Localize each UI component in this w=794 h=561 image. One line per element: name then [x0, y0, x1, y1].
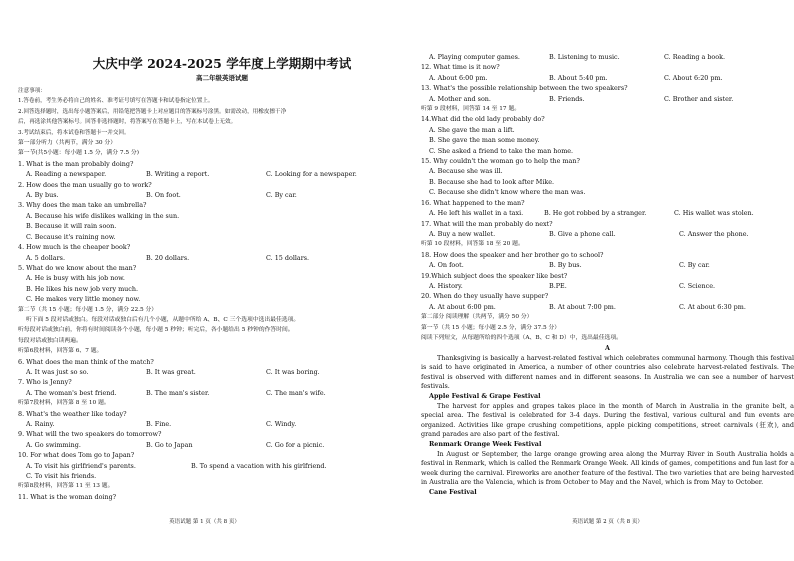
question-11-options — [421, 52, 794, 62]
question-18-options — [421, 260, 794, 270]
option-b: B. Give a phone call. — [549, 229, 616, 238]
exam-subtitle: 高二年级英语试题 — [196, 74, 248, 82]
question-12-options — [421, 73, 794, 83]
section-instructions: 听每段对话或独白前，你将有时间阅读各个小题，每小题 5 秒钟；听完后，各小题给出 5 秒钟的作答时间。 — [18, 327, 294, 334]
question-19: 19.Which subject does the speaker like best? — [421, 271, 568, 280]
question-6: 6. What does the man think of the match? — [18, 357, 154, 366]
section-heading: 第一节(共5小题：每小题 1.5 分，满分 7.5 分) — [18, 150, 139, 157]
option-c: C. It was boring. — [266, 367, 320, 376]
option-c: C. She asked a friend to take the man home. — [429, 146, 574, 155]
option-a: A. Mother and son. — [429, 94, 491, 103]
section-instructions: 每段对话或独白读两遍。 — [18, 337, 82, 344]
question-1-options — [18, 169, 391, 179]
option-a: A. History. — [429, 281, 463, 290]
question-17-options — [421, 229, 794, 239]
question-10: 10. For what does Tom go to Japan? — [18, 451, 135, 460]
question-11: 11. What is the woman doing? — [18, 492, 117, 501]
option-b: B.PE. — [549, 281, 567, 290]
option-c: C. Reading a book. — [664, 53, 726, 61]
question-14: 14.What did the old lady probably do? — [421, 115, 545, 124]
question-1: 1. What is the man probably doing? — [18, 159, 134, 168]
option-a: A. He left his wallet in a taxi. — [429, 209, 524, 218]
option-c: C. Looking for a newspaper. — [266, 170, 357, 179]
option-c: C. About 6:20 pm. — [664, 73, 723, 82]
option-a: A. Playing computer games. — [429, 53, 520, 61]
option-b: B. It was great. — [146, 367, 196, 376]
question-9: 9. What will the two speakers do tomorrow? — [18, 430, 162, 439]
page-2-content — [421, 52, 794, 498]
option-b: B. To spend a vacation with his girlfriend. — [191, 461, 327, 470]
option-c: C. Brother and sister. — [664, 94, 734, 103]
option-a: A. 5 dollars. — [26, 253, 65, 262]
option-b: B. He got robbed by a stranger. — [544, 209, 647, 218]
question-9-options — [18, 440, 391, 450]
question-7: 7. Who is Jenny? — [18, 378, 72, 387]
option-c: C. By car. — [679, 261, 710, 270]
listening-material-note: 听第8段材料，回答第 11 至 13 题。 — [18, 483, 114, 490]
option-b: B. On foot. — [146, 191, 181, 200]
option-b: B. 20 dollars. — [146, 253, 190, 262]
question-13: 13. What's the possible relationship between the two speakers? — [421, 84, 628, 93]
section-heading: 第二节（共 15 小题；每小题 1.5 分，满分 22.5 分） — [18, 306, 158, 313]
option-b: B. At about 7:00 pm. — [549, 302, 616, 311]
notice-item: 3.考试结束后，将本试卷和答题卡一并交回。 — [18, 129, 130, 136]
exam-page-1 — [12, 0, 397, 561]
option-c: C. By car. — [266, 191, 297, 200]
option-c: C. To visit his friends. — [26, 472, 97, 481]
question-16: 16. What happened to the man? — [421, 198, 525, 207]
passage-heading: Cane Festival — [429, 488, 477, 497]
question-4: 4. How much is the cheaper book? — [18, 243, 131, 252]
passage-heading: Apple Festival & Grape Festival — [429, 392, 541, 401]
option-b: B. Listening to music. — [549, 53, 620, 61]
listening-material-note: 听第 10 段材料，回答第 18 至 20 题。 — [421, 241, 524, 248]
option-b: B. Fine. — [146, 420, 172, 428]
question-3: 3. Why does the man take an umbrella? — [18, 201, 147, 210]
question-18: 18. How does the speaker and her brother go to school? — [421, 250, 604, 259]
question-8-options — [18, 419, 391, 429]
question-17: 17. What will the man probably do next? — [421, 219, 553, 228]
passage-paragraph: The harvest for apples and grapes takes place in the month of March in Australia in the granite belt, a special area. The festival is celebrated for 3-4 days. During the festival, various cultural and fun events are organized. Activities like grape crushing competitions, apple picking competitions, street carnivals (狂欢), and grand parades are also part of the festival. — [421, 401, 794, 439]
option-c: C. He makes very little money now. — [26, 295, 141, 304]
option-c: C. Answer the phone. — [679, 229, 749, 238]
exam-title: 大庆中学 2024-2025 学年度上学期期中考试 — [92, 56, 352, 71]
option-b: B. She gave the man some money. — [429, 136, 540, 145]
question-13-options — [421, 94, 794, 104]
passage-intro: Thanksgiving is basically a harvest-related festival which celebrates communal harmony. Though this festival is said to have originated in America, a number of other countries also celebrate harvest-related festivals. The festival is observed with different names and in different seasons. In Australia we can see a number of harvest festivals. — [421, 353, 794, 390]
listening-material-note: 听第7段材料，回答第 8 至 10 题。 — [18, 400, 110, 407]
passage-heading: Renmark Orange Week Festival — [429, 440, 542, 449]
listening-material-note: 听第 9 段材料，回答第 14 至 17 题。 — [421, 106, 521, 113]
option-a: A. At about 6:00 pm. — [429, 302, 496, 311]
option-c: C. His wallet was stolen. — [674, 209, 754, 218]
option-b: B. He likes his new job very much. — [26, 284, 139, 293]
option-b: B. Friends. — [549, 94, 585, 103]
option-a: A. Because she was ill. — [429, 167, 503, 176]
option-a: A. To visit his girlfriend's parents. — [26, 461, 136, 470]
option-a: A. It was just so so. — [26, 367, 89, 376]
option-c: C. Because she didn't know where the man was. — [429, 188, 586, 197]
question-7-options — [18, 388, 391, 398]
option-c: C. At about 6:30 pm. — [679, 302, 746, 311]
option-a: A. The woman's best friend. — [26, 388, 117, 397]
option-c: C. 15 dollars. — [266, 253, 310, 262]
option-b: B. Because she had to look after Mike. — [429, 177, 555, 186]
listening-material-note: 听第6段材料，回答第 6、7 题。 — [18, 348, 103, 355]
section-heading: 第一节（共 15 小题；每小题 2.5 分，满分 37.5 分） — [421, 324, 561, 331]
section-instructions: 听下面 5 段对话或独白。每段对话或独白后有几个小题，从题中所给 A、B、C 三个选项中选出最佳选项。 — [26, 316, 300, 323]
question-12: 12. What time is it now? — [421, 63, 500, 72]
option-a: A. She gave the man a lift. — [429, 125, 515, 134]
option-a: A. Because his wife dislikes walking in the sun. — [26, 211, 180, 220]
notice-item: 1.答卷前，考生务必将自己的姓名、准考证号填写在答题卡和试卷指定位置上。 — [18, 98, 214, 105]
option-c: C. Science. — [679, 281, 716, 290]
option-b: B. Go to Japan — [146, 440, 193, 449]
notice-title: 注意事项： — [18, 88, 46, 94]
part-heading: 第二部分 阅读理解（共两节，满分 50 分） — [421, 314, 533, 321]
question-4-options — [18, 253, 391, 263]
question-20: 20. When do they usually have supper? — [421, 292, 549, 301]
option-c: C. Windy. — [266, 420, 297, 428]
option-a: A. About 6:00 pm. — [429, 73, 488, 82]
option-a: A. Buy a new wallet. — [429, 229, 496, 238]
section-instructions: 阅读下列短文，从每题所给的四个选项（A、B、C 和 D）中，选出最佳选项。 — [421, 334, 622, 341]
question-20-options — [421, 302, 794, 312]
option-c: C. Go for a picnic. — [266, 440, 325, 449]
page-1-content — [18, 86, 391, 502]
question-2-options — [18, 190, 391, 200]
option-a: A. By bus. — [26, 191, 59, 200]
question-5: 5. What do we know about the man? — [18, 263, 137, 272]
passage-letter: A — [605, 344, 610, 353]
page-footer: 英语试题 第 2 页（共 8 页） — [572, 519, 643, 525]
question-2: 2. How does the man usually go to work? — [18, 180, 152, 189]
option-b: B. Because it will rain soon. — [26, 222, 117, 231]
option-a: A. Reading a newspaper. — [26, 170, 107, 179]
option-a: A. On foot. — [429, 261, 464, 270]
option-b: B. About 5:40 pm. — [549, 73, 608, 82]
question-19-options — [421, 281, 794, 291]
exam-page-2 — [415, 0, 794, 561]
option-a: A. Go swimming. — [26, 440, 81, 449]
question-15: 15. Why couldn't the woman go to help the man? — [421, 157, 580, 166]
part-heading: 第一部分听力（共两节，满分 30 分） — [18, 140, 117, 147]
question-16-options — [421, 208, 794, 218]
option-b: B. By bus. — [549, 261, 582, 270]
option-c: C. Because it's raining now. — [26, 232, 116, 241]
option-c: C. The man's wife. — [266, 388, 326, 397]
passage-paragraph: In August or September, the large orange growing area along the Murray River in South Australia holds a festival in Renmark, which is called the Renmark Orange Week. All kinds of games, competitions and fun last for a week during the carnival. Fireworks are another feature of the festival. The two varieties that are being harvested in Australia are the Valencia, which is from October to May and the Navel, which is from May to October. — [421, 449, 794, 487]
option-b: B. Writing a report. — [146, 170, 210, 179]
question-8: 8. What's the weather like today? — [18, 409, 127, 418]
question-6-options — [18, 367, 391, 377]
option-b: B. The man's sister. — [146, 388, 210, 397]
notice-item: 2.回答选择题时，选出每小题答案后，用铅笔把答题卡上对应题目的答案标号涂黑。如需改动，用橡皮擦干净 — [18, 108, 287, 115]
page-footer: 英语试题 第 1 页（共 8 页） — [169, 519, 240, 525]
option-a: A. He is busy with his job now. — [26, 274, 125, 283]
notice-item: 后，再选涂其他答案标号。回答非选择题时，将答案写在答题卡上，写在本试卷上无效。 — [18, 119, 237, 126]
option-a: A. Rainy. — [26, 420, 55, 428]
question-10-options — [18, 461, 391, 471]
